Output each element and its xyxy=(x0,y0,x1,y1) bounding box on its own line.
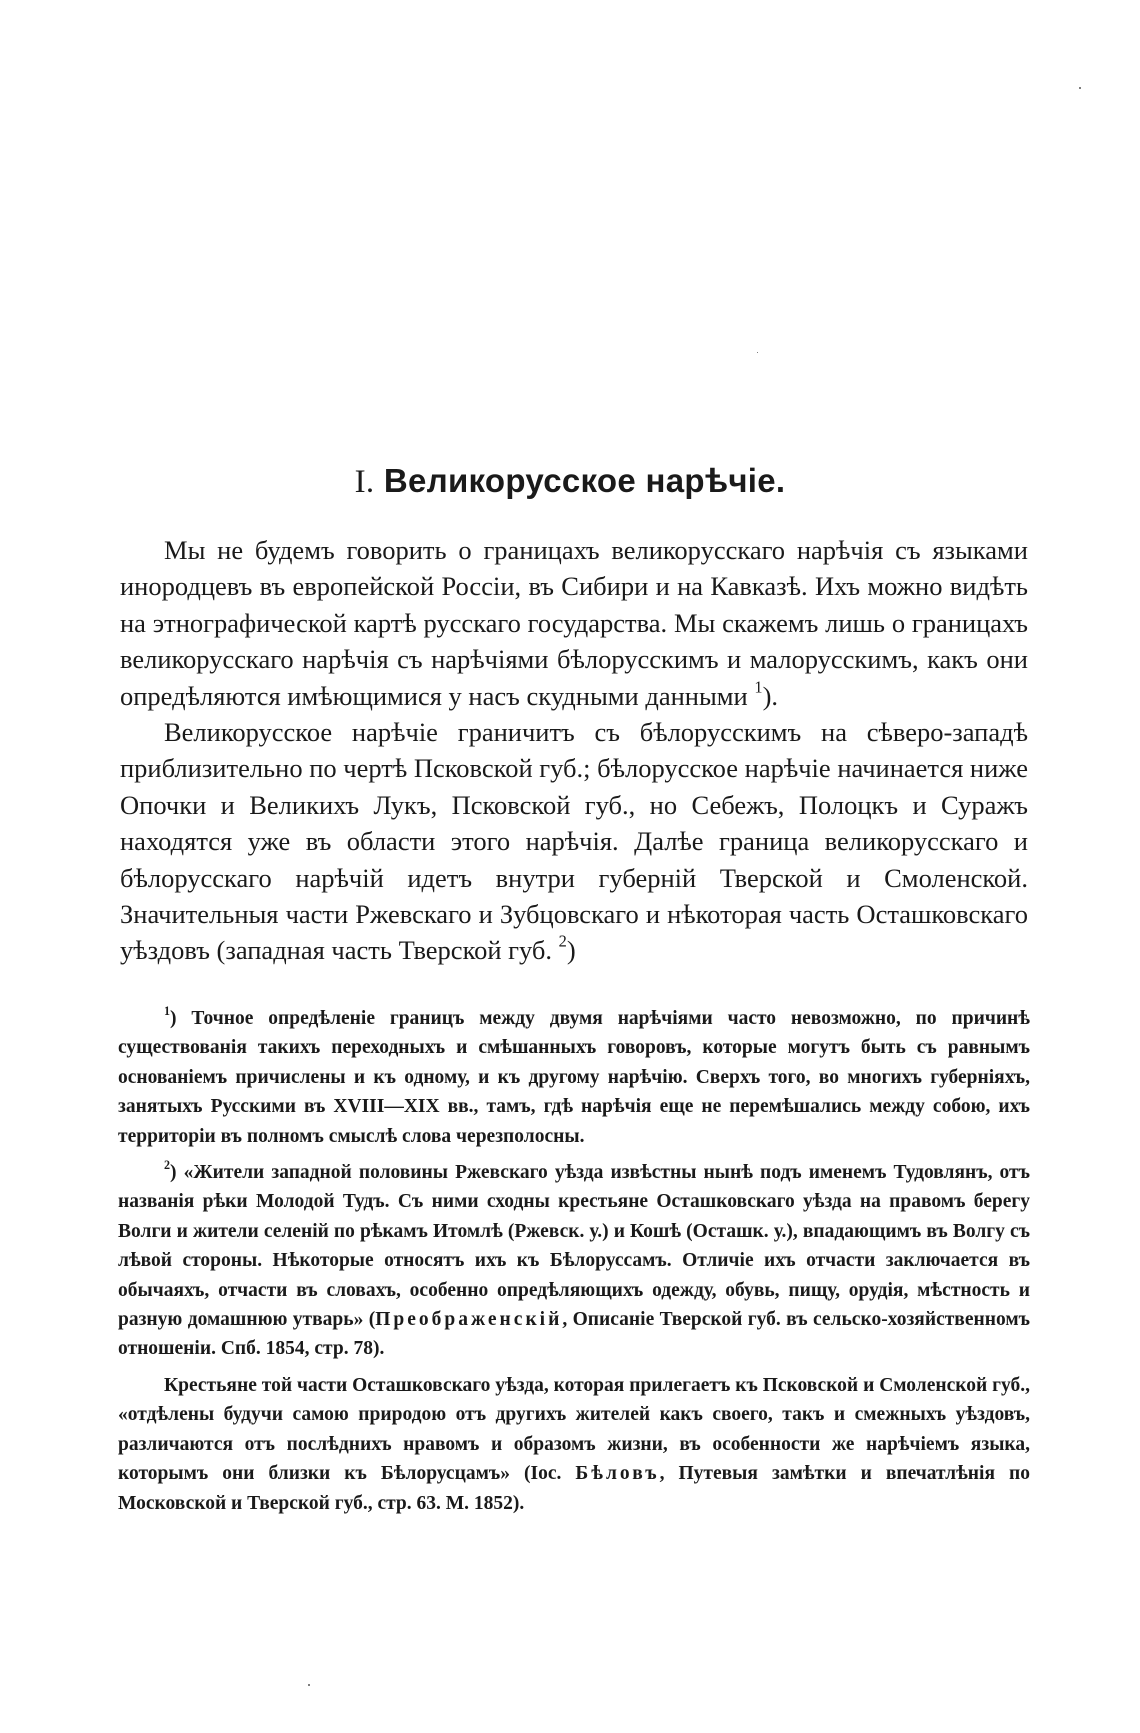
scan-speck xyxy=(757,352,758,353)
scan-speck xyxy=(1079,87,1081,89)
footnote-1-mark: 1 xyxy=(164,1003,171,1018)
footnote-2-mark: 2 xyxy=(164,1157,171,1172)
footnote-1 xyxy=(118,1004,1030,1151)
footnote-1-text: ) Точное опредѣленіе границъ между двумя нарѣчіями часто невозможно, по причинѣ существованія такихъ переходныхъ и смѣшанныхъ говоровъ, которые могутъ быть съ равнымъ основаніемъ причислены и къ одному, и къ другому нарѣчію. Сверхъ того, во многихъ губерніяхъ, занятыхъ Русскими въ XVIII—XIX вв., тамъ, гдѣ нарѣчія еще не перемѣшались между собою, ихъ территоріи въ полномъ смыслѣ слова черезполосны. xyxy=(118,1008,1030,1147)
main-text xyxy=(120,532,1028,969)
footnote-2-author: Преображенскій xyxy=(375,1309,563,1331)
footnotes xyxy=(118,1004,1030,1518)
footnote-ref-1: 1 xyxy=(754,677,763,697)
paragraph-2-text: Великорусское нарѣчіе граничитъ съ бѣлорусскимъ на сѣверо-западѣ приблизительно по чертѣ Псковской губ.; бѣлорусское нарѣчіе начинается ниже Опочки и Великихъ Лукъ, Псковской губ., но Себежъ, Полоцкъ и Суражъ находятся уже въ области этого нарѣчія. Далѣе граница великорусскаго и бѣлорусскаго нарѣчій идетъ внутри губерній Тверской и Смоленской. Значительныя части Ржевскаго и Зубцовскаго и нѣкоторая часть Осташковскаго уѣздовъ (западная часть Тверской губ. xyxy=(120,717,1028,966)
paragraph-2 xyxy=(120,714,1028,969)
footnote-3-text-a: Крестьяне той части Осташковскаго уѣзда, которая прилегаетъ къ Псковской и Смоленской губ., «отдѣлены будучи самою природою отъ другихъ жителей какъ своего, такъ и смежныхъ уѣздовъ, различаются отъ послѣднихъ нравомъ и образомъ жизни, въ особенности же нарѣчіемъ языка, которымъ они близки къ Бѣлорусцамъ» (Іос. xyxy=(118,1374,1030,1485)
paragraph-1-end: ). xyxy=(762,680,779,711)
footnote-2-text-b: , Описаніе Тверской губ. въ сельско-хозяйственномъ отношеніи. Спб. 1854, стр. 78). xyxy=(118,1309,1030,1360)
scan-speck xyxy=(308,1684,310,1686)
chapter-heading xyxy=(0,462,1140,501)
footnote-3-author: Бѣловъ xyxy=(575,1463,660,1485)
paragraph-2-end: ) xyxy=(566,935,576,966)
chapter-title: Великорусское нарѣчіе. xyxy=(383,462,786,499)
paragraph-1-text: Мы не будемъ говорить о границахъ великорусскаго нарѣчія съ языками инородцевъ въ европейской Россіи, въ Сибири и на Кавказѣ. Ихъ можно видѣть на этнографической картѣ русскаго государства. Мы скажемъ лишь о границахъ великорусскаго нарѣчія съ нарѣчіями бѣлорусскимъ и малорусскимъ, какъ они опредѣляются имѣющимися у насъ скудными данными xyxy=(120,535,1028,711)
footnote-ref-2: 2 xyxy=(558,932,567,952)
footnote-2 xyxy=(118,1158,1030,1364)
paragraph-1 xyxy=(120,532,1028,714)
footnote-3 xyxy=(118,1371,1030,1518)
footnote-3-text-b: , Путевыя замѣтки и впечатлѣнія по Московской и Тверской губ., стр. 63. М. 1852). xyxy=(118,1463,1030,1514)
footnote-2-text-a: ) «Жители западной половины Ржевскаго уѣзда извѣстны нынѣ подъ именемъ Тудовлянъ, отъ названія рѣки Молодой Тудъ. Съ ними сходны крестьяне Осташковскаго уѣзда на правомъ берегу Волги и жители селеній по рѣкамъ Итомлѣ (Ржевск. у.) и Кошѣ (Осташк. у.), впадающимъ въ Волгу съ лѣвой стороны. Нѣкоторые относятъ ихъ къ Бѣлоруссамъ. Отличіе ихъ отчасти заключается въ обычаяхъ, отчасти въ словахъ, особенно опредѣляющихъ одежду, обувь, пищу, орудія, мѣстность и разную домашнюю утварь» ( xyxy=(118,1162,1030,1331)
chapter-numeral: I. xyxy=(354,464,375,500)
